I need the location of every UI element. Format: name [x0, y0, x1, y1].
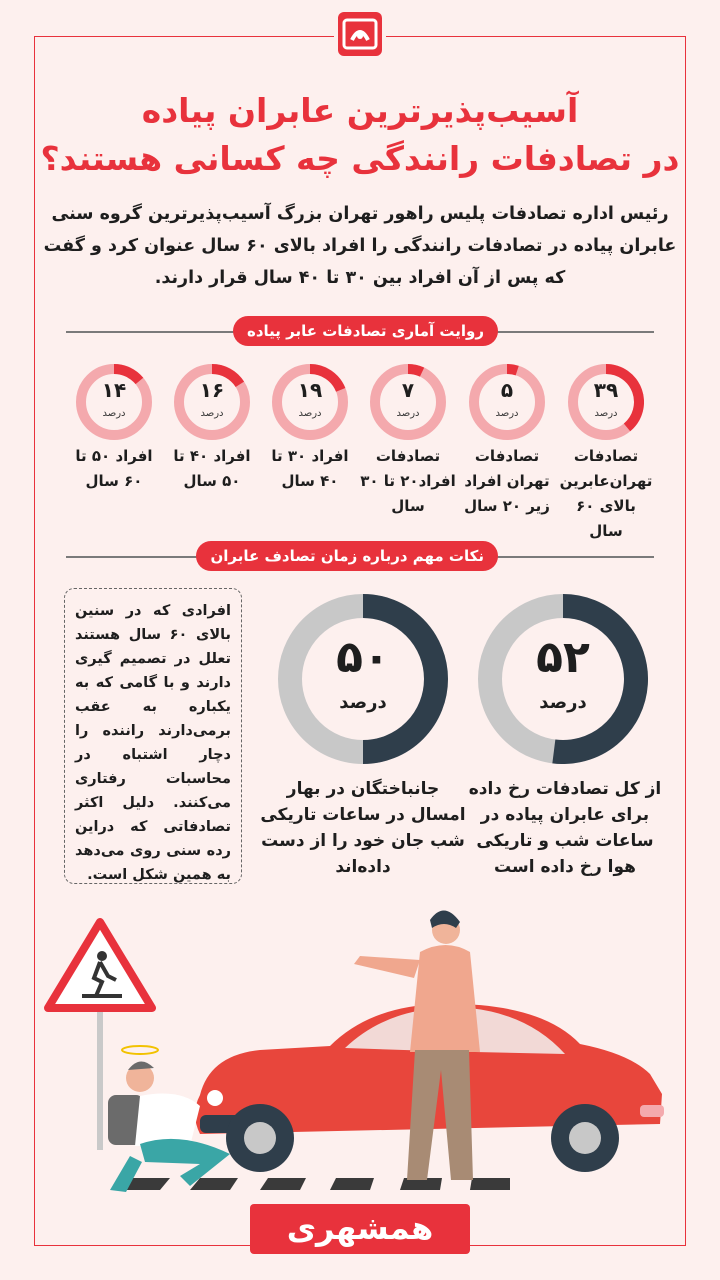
stat-ring-4-value: ۱۹ [297, 378, 323, 402]
stat-ring-4 [272, 364, 348, 440]
stat-ring-6-chart [76, 364, 152, 440]
stat-ring-1-chart [568, 364, 644, 440]
brand-name: همشهری [250, 1204, 470, 1254]
stat-ring-5-chart [174, 364, 250, 440]
stat-ring-3-unit: درصد [396, 408, 420, 419]
stat-ring-6-unit: درصد [102, 408, 126, 419]
accident-illustration [0, 900, 720, 1200]
stat-ring-3 [370, 364, 446, 440]
stat-ring-3-value: ۷ [401, 378, 415, 402]
elderly-note-box: افرادی که در سنین بالای ۶۰ سال هستند تعلل در تصمیم گیری دارند و با گامی که به یکباره به عقب برمی‌دارند راننده را دچار اشتباه در محاسبات رفتاری می‌کنند. دلیل اکثر تصادفاتی که دراین رده سنی روی می‌دهد به همین شکل است. [64, 588, 242, 884]
hamshahri-logo-icon [338, 12, 382, 56]
night-ring-1-value: ۵۲ [536, 632, 590, 683]
section2-label: نکات مهم درباره زمان تصادف عابران [196, 541, 498, 571]
stat-ring-2-chart [469, 364, 545, 440]
stat-ring-4-chart [272, 364, 348, 440]
night-ring-2 [278, 594, 448, 764]
stat-ring-1-unit: درصد [594, 408, 618, 419]
stat-caption-2: تصادفات تهران افراد زیر ۲۰ سال [464, 447, 550, 515]
stat-ring-5 [174, 364, 250, 440]
stat-ring-5-value: ۱۶ [199, 378, 225, 402]
stat-caption-6: افراد ۵۰ تا ۶۰ سال [75, 447, 153, 490]
stat-ring-5-unit: درصد [200, 408, 224, 419]
brand-footer [0, 1198, 720, 1260]
stat-ring-1-value: ۳۹ [593, 378, 619, 402]
night-caption-1: از کل تصادفات رخ داده برای عابران پیاده در ساعات شب و تاریکی هوا رخ داده است [468, 779, 662, 877]
night-ring-2-unit: درصد [339, 692, 387, 713]
stat-ring-1 [568, 364, 644, 440]
section1-label: روایت آماری تصادفات عابر پیاده [233, 316, 498, 346]
top-logo [334, 8, 386, 60]
stat-ring-2-value: ۵ [500, 378, 514, 402]
title-line-1: آسیب‌پذیرترین عابران پیاده [141, 91, 579, 130]
stat-ring-3-arc [408, 369, 422, 372]
stat-ring-6-value: ۱۴ [101, 378, 127, 402]
stat-ring-2-arc [507, 369, 517, 371]
stat-ring-6 [76, 364, 152, 440]
stat-caption-3: تصادفات افراد۲۰ تا ۳۰ سال [360, 447, 456, 515]
night-ring-1 [478, 594, 648, 764]
night-caption-2: جانباختگان در بهار امسال در ساعات تاریکی شب جان خود را از دست داده‌اند [260, 779, 466, 877]
night-ring-2-value: ۵۰ [336, 632, 390, 683]
stat-caption-4: افراد ۳۰ تا ۴۰ سال [271, 447, 349, 490]
intro-paragraph: رئیس اداره تصادفات پلیس راهور تهران بزرگ آسیب‌پذیرترین گروه سنی عابران پیاده در تصادفات رانندگی را افراد بالای ۶۰ سال عنوان کرد و گفت که پس از آن افراد بین ۳۰ تا ۴۰ سال قرار دارند. [43, 204, 677, 288]
stat-caption-5: افراد ۴۰ تا ۵۰ سال [173, 447, 251, 490]
stat-ring-2 [469, 364, 545, 440]
stat-ring-3-chart [370, 364, 446, 440]
stat-ring-2-unit: درصد [495, 408, 519, 419]
stat-ring-4-unit: درصد [298, 408, 322, 419]
night-ring-1-unit: درصد [539, 692, 587, 713]
stat-caption-1: تصادفات تهران‌عابرین بالای ۶۰ سال [559, 447, 653, 540]
title-line-2: در تصادفات رانندگی چه کسانی هستند؟ [40, 139, 680, 178]
